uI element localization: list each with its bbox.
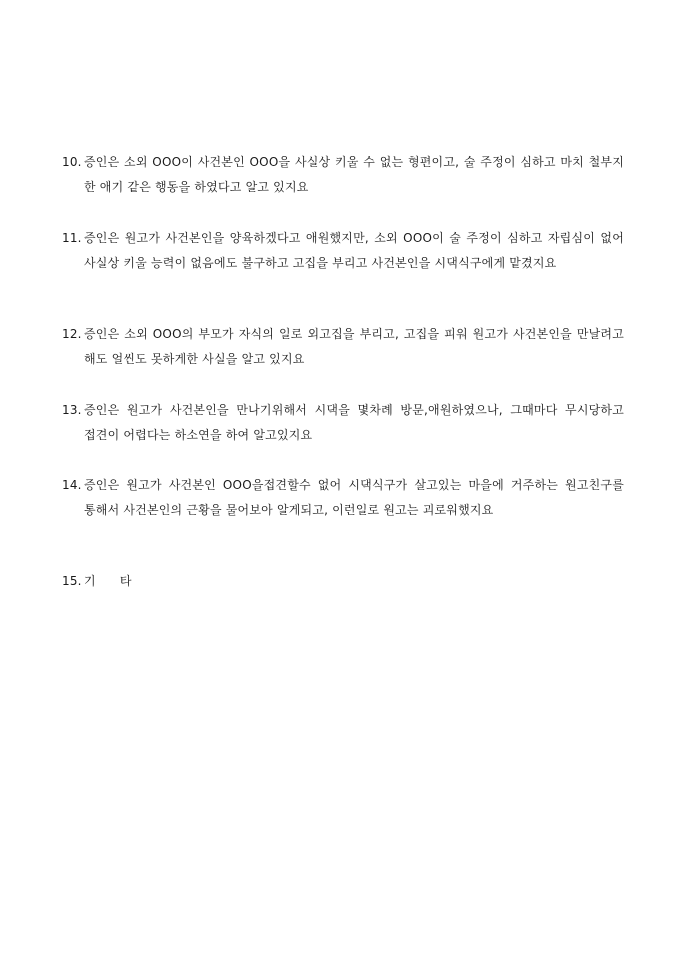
question-item-10 xyxy=(62,150,624,200)
question-text: 증인은 원고가 사건본인 OOO을접견할수 없어 시댁식구가 살고있는 마을에 거주하는 원고친구를 통해서 사건본인의 근황을 물어보아 알게되고, 이런일로 원고는 괴로워했지요 xyxy=(84,478,624,517)
question-item-15 xyxy=(62,569,624,594)
question-text: 증인은 소외 OOO의 부모가 자식의 일로 외고집을 부리고, 고집을 피워 원고가 사건본인을 만날려고 해도 얼씬도 못하게한 사실을 알고 있지요 xyxy=(84,327,624,366)
question-text: 증인은 소외 OOO이 사건본인 OOO을 사실상 키울 수 없는 형편이고, 술 주정이 심하고 마치 철부지 한 애기 같은 행동을 하였다고 알고 있지요 xyxy=(84,155,624,194)
question-number: 11. xyxy=(62,231,82,245)
question-text: 증인은 원고가 사건본인을 만나기위해서 시댁을 몇차례 방문,애원하였으나, 그때마다 무시당하고 접견이 어렵다는 하소연을 하여 알고있지요 xyxy=(84,403,624,442)
question-number: 15. xyxy=(62,574,82,588)
question-number: 12. xyxy=(62,327,82,341)
question-item-11 xyxy=(62,226,624,276)
question-number: 13. xyxy=(62,403,82,417)
question-number: 10. xyxy=(62,155,82,169)
question-text: 증인은 원고가 사건본인을 양육하겠다고 애원했지만, 소외 OOO이 술 주정이 심하고 자립심이 없어 사실상 키울 능력이 없음에도 불구하고 고집을 부리고 사건본인을 시댁식구에게 맡겼지요 xyxy=(84,231,624,270)
question-item-12 xyxy=(62,322,624,372)
question-item-14 xyxy=(62,473,624,523)
question-text: 기 타 xyxy=(84,574,132,588)
question-number: 14. xyxy=(62,478,82,492)
question-item-13 xyxy=(62,398,624,448)
